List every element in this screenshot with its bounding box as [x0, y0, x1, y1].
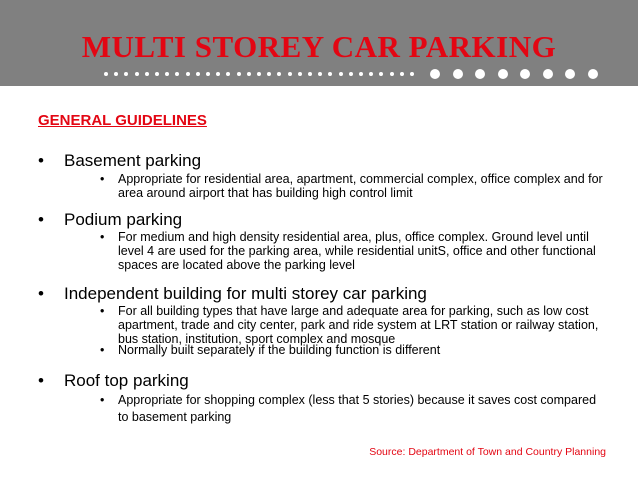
decorative-dot-row [104, 67, 624, 79]
decorative-dot [114, 72, 118, 76]
sub-bullet-marker: • [100, 230, 105, 244]
decorative-dot [247, 72, 251, 76]
decorative-dot [379, 72, 383, 76]
decorative-dot [277, 72, 281, 76]
decorative-dot [339, 72, 343, 76]
decorative-dot [288, 72, 292, 76]
sub-bullet-text: For medium and high density residential area, plus, office complex. Ground level until level 4 are used for the parking area, while residential unitS, office and other functional spaces are located above the parking level [118, 230, 596, 272]
decorative-dot [430, 69, 440, 79]
decorative-dot [349, 72, 353, 76]
decorative-dot [498, 69, 508, 79]
sub-bullet-text: For all building types that have large and adequate area for parking, such as low cost apartment, trade and city center, park and ride system at LRT station or railway station, bus station, institution, sport complex and mosque [118, 304, 599, 346]
slide-title: MULTI STOREY CAR PARKING [81, 29, 557, 64]
sub-bullet-item [100, 343, 605, 357]
sub-bullet-text: Appropriate for shopping complex (less that 5 stories) because it saves cost compared to basement parking [118, 393, 597, 424]
decorative-dot [475, 69, 485, 79]
decorative-dot [328, 72, 332, 76]
decorative-dot [104, 72, 108, 76]
bullet-marker: • [38, 371, 44, 390]
bullet-label: Podium parking [64, 210, 183, 229]
section-heading: GENERAL GUIDELINES [38, 112, 207, 129]
sub-bullet-text: Normally built separately if the building function is different [118, 343, 441, 357]
decorative-dot [145, 72, 149, 76]
decorative-dot [237, 72, 241, 76]
sub-bullet-item [100, 392, 605, 426]
decorative-dot [257, 72, 261, 76]
bullet-marker: • [38, 284, 44, 303]
decorative-dot [298, 72, 302, 76]
decorative-dot [216, 72, 220, 76]
bullet-label: Roof top parking [64, 371, 189, 390]
decorative-dot [175, 72, 179, 76]
decorative-dot [588, 69, 598, 79]
bullet-item-podium [38, 210, 182, 230]
decorative-dot [155, 72, 159, 76]
decorative-dot [318, 72, 322, 76]
bullet-marker: • [38, 210, 44, 229]
bullet-item-independent-building [38, 284, 427, 304]
sub-bullet-marker: • [100, 172, 105, 186]
bullet-marker: • [38, 151, 44, 170]
decorative-dot [135, 72, 139, 76]
decorative-dot [543, 69, 553, 79]
bullet-item-roof-top [38, 371, 189, 391]
decorative-dot [359, 72, 363, 76]
decorative-dot [390, 72, 394, 76]
decorative-dot [186, 72, 190, 76]
sub-bullet-marker: • [100, 393, 105, 407]
decorative-dot [400, 72, 404, 76]
bullet-item-basement [38, 151, 201, 171]
bullet-label: Independent building for multi storey car parking [64, 284, 427, 303]
sub-bullet-item [100, 304, 605, 346]
decorative-dot [267, 72, 271, 76]
decorative-dot [565, 69, 575, 79]
sub-bullet-marker: • [100, 304, 105, 318]
source-citation: Source: Department of Town and Country Planning [369, 446, 606, 458]
sub-bullet-item [100, 230, 605, 272]
decorative-dot [124, 72, 128, 76]
decorative-dot [520, 69, 530, 79]
decorative-dot [206, 72, 210, 76]
sub-bullet-text: Appropriate for residential area, apartment, commercial complex, office complex and for area around airport that has building high control limit [118, 172, 603, 200]
bullet-label: Basement parking [64, 151, 202, 170]
decorative-dot [165, 72, 169, 76]
decorative-dot [453, 69, 463, 79]
sub-bullet-item [100, 172, 605, 200]
decorative-dot [410, 72, 414, 76]
sub-bullet-marker: • [100, 343, 105, 357]
decorative-dot [196, 72, 200, 76]
decorative-dot [308, 72, 312, 76]
decorative-dot [226, 72, 230, 76]
decorative-dot [369, 72, 373, 76]
